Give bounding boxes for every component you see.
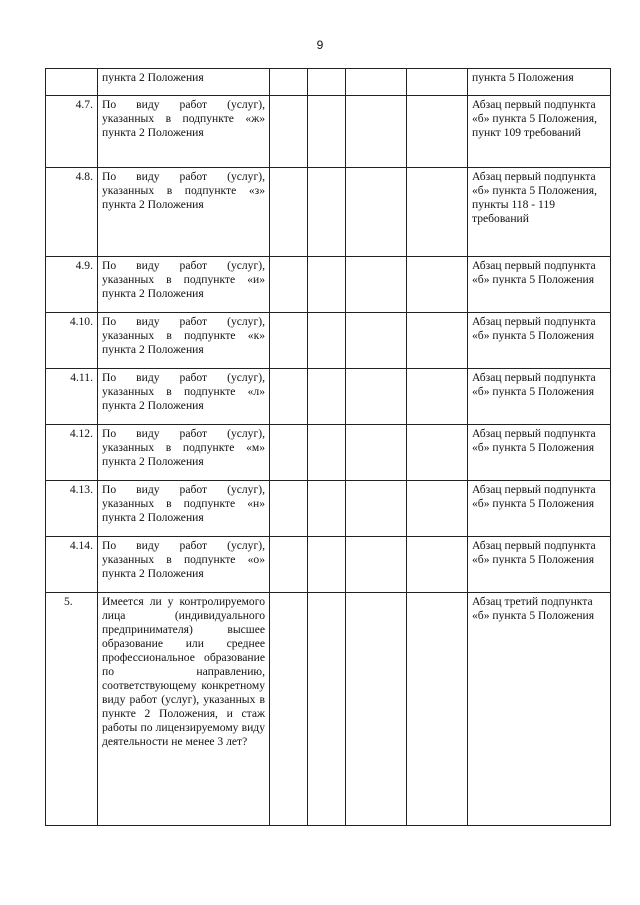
table-row [46, 313, 611, 369]
table-row [46, 96, 611, 168]
answer-cell-comment [407, 96, 468, 168]
answer-cell-yes [270, 425, 308, 481]
answer-cell-no [308, 425, 346, 481]
legal-reference: Абзац первый подпункта «б» пункта 5 Положения [468, 257, 611, 313]
answer-cell-no [308, 481, 346, 537]
row-number: 5. [46, 593, 98, 826]
answer-cell-comment [407, 168, 468, 257]
answer-cell-no [308, 69, 346, 96]
checklist-table [45, 68, 611, 826]
answer-cell-comment [407, 537, 468, 593]
question-text: По виду работ (услуг), указанных в подпункте «м» пункта 2 Положения [98, 425, 270, 481]
legal-reference: Абзац третий подпункта «б» пункта 5 Положения [468, 593, 611, 826]
answer-cell-comment [407, 313, 468, 369]
table-row [46, 537, 611, 593]
question-text: пункта 2 Положения [98, 69, 270, 96]
legal-reference: Абзац первый подпункта «б» пункта 5 Положения, пункт 109 требований [468, 96, 611, 168]
row-number: 4.7. [46, 96, 98, 168]
page-number: 9 [316, 38, 324, 52]
answer-cell-comment [407, 425, 468, 481]
row-number: 4.12. [46, 425, 98, 481]
table-row [46, 168, 611, 257]
answer-cell-no [308, 313, 346, 369]
question-text: По виду работ (услуг), указанных в подпункте «з» пункта 2 Положения [98, 168, 270, 257]
answer-cell-yes [270, 69, 308, 96]
answer-cell-yes [270, 593, 308, 826]
answer-cell-not-applicable [346, 257, 407, 313]
question-text: По виду работ (услуг), указанных в подпункте «о» пункта 2 Положения [98, 537, 270, 593]
answer-cell-yes [270, 257, 308, 313]
question-text: По виду работ (услуг), указанных в подпункте «н» пункта 2 Положения [98, 481, 270, 537]
row-number: 4.13. [46, 481, 98, 537]
legal-reference: Абзац первый подпункта «б» пункта 5 Положения [468, 425, 611, 481]
answer-cell-yes [270, 481, 308, 537]
legal-reference: Абзац первый подпункта «б» пункта 5 Положения [468, 537, 611, 593]
answer-cell-yes [270, 369, 308, 425]
legal-reference: Абзац первый подпункта «б» пункта 5 Положения [468, 313, 611, 369]
question-text: Имеется ли у контролируемого лица (индивидуального предпринимателя) высшее образование или среднее профессиональное образование по направлению, соответствующему конкретному виду работ (услуг), указанных в пункте 2 Положения, и стаж работы по лицензируемому виду деятельности не менее 3 лет? [98, 593, 270, 826]
answer-cell-comment [407, 481, 468, 537]
answer-cell-not-applicable [346, 537, 407, 593]
question-text: По виду работ (услуг), указанных в подпункте «к» пункта 2 Положения [98, 313, 270, 369]
legal-reference: Абзац первый подпункта «б» пункта 5 Положения [468, 369, 611, 425]
row-number [46, 69, 98, 96]
answer-cell-yes [270, 313, 308, 369]
answer-cell-comment [407, 69, 468, 96]
answer-cell-not-applicable [346, 69, 407, 96]
answer-cell-yes [270, 168, 308, 257]
row-number: 4.11. [46, 369, 98, 425]
answer-cell-not-applicable [346, 481, 407, 537]
answer-cell-no [308, 593, 346, 826]
answer-cell-not-applicable [346, 369, 407, 425]
answer-cell-comment [407, 369, 468, 425]
answer-cell-comment [407, 593, 468, 826]
answer-cell-yes [270, 96, 308, 168]
table-row [46, 69, 611, 96]
table-row [46, 369, 611, 425]
row-number: 4.9. [46, 257, 98, 313]
question-text: По виду работ (услуг), указанных в подпункте «л» пункта 2 Положения [98, 369, 270, 425]
answer-cell-no [308, 537, 346, 593]
legal-reference: Абзац первый подпункта «б» пункта 5 Положения, пункты 118 - 119 требований [468, 168, 611, 257]
table-row [46, 425, 611, 481]
table-row [46, 593, 611, 826]
answer-cell-no [308, 257, 346, 313]
answer-cell-not-applicable [346, 96, 407, 168]
row-number: 4.10. [46, 313, 98, 369]
legal-reference: пункта 5 Положения [468, 69, 611, 96]
answer-cell-yes [270, 537, 308, 593]
answer-cell-no [308, 168, 346, 257]
table-row [46, 481, 611, 537]
answer-cell-not-applicable [346, 593, 407, 826]
answer-cell-not-applicable [346, 425, 407, 481]
answer-cell-not-applicable [346, 168, 407, 257]
question-text: По виду работ (услуг), указанных в подпункте «и» пункта 2 Положения [98, 257, 270, 313]
answer-cell-not-applicable [346, 313, 407, 369]
row-number: 4.14. [46, 537, 98, 593]
answer-cell-no [308, 369, 346, 425]
answer-cell-no [308, 96, 346, 168]
question-text: По виду работ (услуг), указанных в подпункте «ж» пункта 2 Положения [98, 96, 270, 168]
row-number: 4.8. [46, 168, 98, 257]
table-row [46, 257, 611, 313]
answer-cell-comment [407, 257, 468, 313]
legal-reference: Абзац первый подпункта «б» пункта 5 Положения [468, 481, 611, 537]
